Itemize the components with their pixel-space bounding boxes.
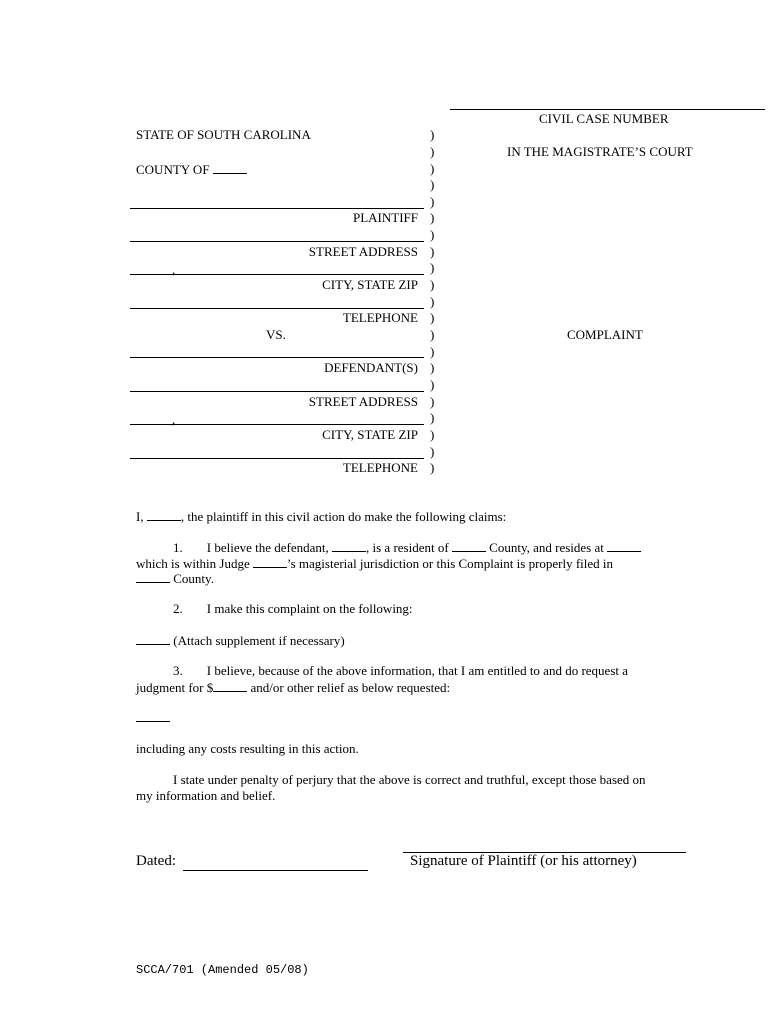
- paren: ): [430, 410, 435, 425]
- paren: ): [430, 210, 435, 225]
- relief-blank[interactable]: [136, 721, 170, 722]
- complaint-details-blank[interactable]: [136, 632, 170, 645]
- court-label: IN THE MAGISTRATE’S COURT: [507, 144, 693, 159]
- item3-text-a: I believe, because of the above information, that I am entitled to and do request a: [206, 663, 629, 678]
- paren: ): [430, 177, 435, 192]
- paren: ): [430, 244, 435, 259]
- paren: ): [430, 294, 435, 309]
- perjury-line1: I state under penalty of perjury that the above is correct and truthful, except those based on: [173, 772, 646, 787]
- paren: ): [430, 127, 435, 142]
- paren: ): [430, 360, 435, 375]
- item1-text-b: , is a resident of: [366, 540, 452, 555]
- paren: ): [430, 277, 435, 292]
- defendant-phone-line[interactable]: [130, 458, 424, 459]
- attach-line: [136, 632, 345, 649]
- judgment-amount-blank[interactable]: [213, 679, 247, 692]
- defendant-phone-label: TELEPHONE: [342, 460, 418, 475]
- plaintiff-name-line[interactable]: [130, 208, 424, 209]
- plaintiff-street-line[interactable]: [130, 241, 424, 242]
- defendant-street-line[interactable]: [130, 391, 424, 392]
- plaintiff-street-label: STREET ADDRESS: [308, 244, 418, 259]
- item2-number: 2.: [173, 601, 183, 616]
- paren: ): [430, 260, 435, 275]
- plaintiff-phone-label: TELEPHONE: [342, 310, 418, 325]
- plaintiff-label: PLAINTIFF: [352, 210, 418, 225]
- attach-text: (Attach supplement if necessary): [170, 633, 345, 648]
- perjury-line2: my information and belief.: [136, 788, 276, 803]
- paren: ): [430, 394, 435, 409]
- defendant-city-label: CITY, STATE ZIP: [322, 427, 418, 442]
- item1-text-d: which is within Judge: [136, 556, 253, 571]
- defendant-street-label: STREET ADDRESS: [308, 394, 418, 409]
- intro-pre: I,: [136, 509, 147, 524]
- defendant-city-comma: ,: [172, 412, 176, 427]
- paren: ): [430, 377, 435, 392]
- item2-text: I make this complaint on the following:: [206, 601, 413, 616]
- costs-text: including any costs resulting in this action.: [136, 741, 359, 756]
- item2-line: [173, 601, 413, 617]
- item1-number: 1.: [173, 540, 183, 555]
- county-label-text: COUNTY OF: [136, 162, 210, 177]
- state-label: STATE OF SOUTH CAROLINA: [136, 127, 311, 142]
- civil-case-number-label: CIVIL CASE NUMBER: [539, 111, 669, 126]
- form-id: SCCA/701 (Amended 05/08): [136, 963, 309, 977]
- resident-county-blank[interactable]: [452, 539, 486, 552]
- defendant-name-line[interactable]: [130, 357, 424, 358]
- paren: ): [430, 460, 435, 475]
- item3-text-b: judgment for $: [136, 680, 214, 695]
- paren: ): [430, 310, 435, 325]
- item1-text-f: County.: [170, 571, 214, 586]
- plaintiff-name-blank[interactable]: [147, 508, 181, 521]
- defendant-city-line[interactable]: [130, 424, 424, 425]
- plaintiff-city-comma: ,: [172, 262, 176, 277]
- paren: ): [430, 194, 435, 209]
- item1-line3: [136, 570, 214, 587]
- paren: ): [430, 327, 435, 342]
- intro-post: , the plaintiff in this civil action do make the following claims:: [180, 509, 507, 524]
- paren: ): [430, 444, 435, 459]
- paren: ): [430, 161, 435, 176]
- signature-label: Signature of Plaintiff (or his attorney): [410, 853, 637, 869]
- intro-line: [136, 508, 506, 525]
- paren: ): [430, 427, 435, 442]
- item3-line1: [173, 663, 628, 679]
- item1-text-a: I believe the defendant,: [206, 540, 332, 555]
- dated-line[interactable]: [183, 870, 368, 871]
- residence-blank[interactable]: [607, 539, 641, 552]
- plaintiff-city-line[interactable]: [130, 274, 424, 275]
- paren: ): [430, 344, 435, 359]
- dated-label: Dated:: [136, 853, 176, 869]
- item1-text-e: ’s magisterial jurisdiction or this Complaint is properly filed in: [287, 556, 614, 571]
- case-number-line[interactable]: [450, 109, 765, 110]
- item3-number: 3.: [173, 663, 183, 678]
- item1-line1: [173, 539, 641, 556]
- complaint-title: COMPLAINT: [567, 327, 643, 342]
- filing-county-blank[interactable]: [136, 570, 170, 583]
- plaintiff-city-label: CITY, STATE ZIP: [322, 277, 418, 292]
- defendant-name-blank[interactable]: [332, 539, 366, 552]
- item3-text-c: and/or other relief as below requested:: [247, 680, 451, 695]
- vs-label: VS.: [266, 327, 286, 342]
- defendant-label: DEFENDANT(S): [324, 360, 418, 375]
- paren: ): [430, 227, 435, 242]
- item1-text-c: County, and resides at: [485, 540, 608, 555]
- item3-line2: [136, 679, 450, 696]
- plaintiff-phone-line[interactable]: [130, 308, 424, 309]
- judge-name-blank[interactable]: [253, 555, 287, 568]
- county-blank[interactable]: [213, 161, 247, 174]
- county-label: [136, 161, 247, 178]
- paren: ): [430, 144, 435, 159]
